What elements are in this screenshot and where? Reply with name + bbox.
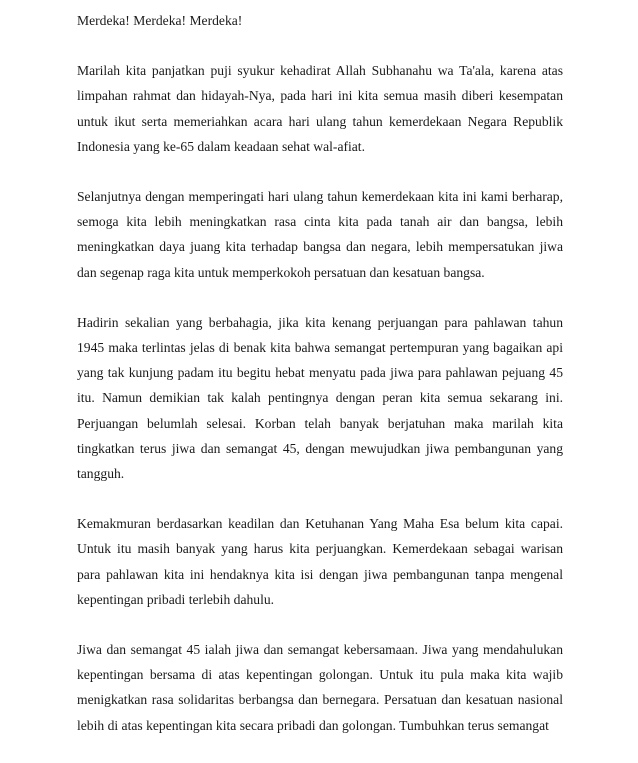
opening-line: Merdeka! Merdeka! Merdeka! bbox=[77, 13, 243, 28]
paragraph-4: Kemakmuran berdasarkan keadilan dan Ketuhanan Yang Maha Esa belum kita capai. Untuk itu masih banyak yang harus kita perjuangkan. Kemerdekaan sebagai warisan para pahlawan kita ini hendaknya kita isi dengan jiwa pembangunan tanpa mengenal kepentingan pribadi terlebih dahulu. bbox=[77, 516, 563, 607]
paragraph-5: Jiwa dan semangat 45 ialah jiwa dan semangat kebersamaan. Jiwa yang mendahulukan kepentingan bersama di atas kepentingan golongan. Untuk itu pula maka kita wajib menigkatkan rasa solidaritas berbangsa dan bernegara. Persatuan dan kesatuan nasional lebih di atas kepentingan kita secara pribadi dan golongan. Tumbuhkan terus semangat bbox=[77, 642, 563, 733]
document-body bbox=[77, 8, 563, 763]
paragraph-1: Marilah kita panjatkan puji syukur kehadirat Allah Subhanahu wa Ta'ala, karena atas limpahan rahmat dan hidayah-Nya, pada hari ini kita semua masih diberi kesempatan untuk ikut serta memeriahkan acara hari ulang tahun kemerdekaan Negara Republik Indonesia yang ke-65 dalam keadaan sehat wal-afiat. bbox=[77, 63, 563, 154]
paragraph-3: Hadirin sekalian yang berbahagia, jika kita kenang perjuangan para pahlawan tahun 1945 maka terlintas jelas di benak kita bahwa semangat pertempuran yang bagaikan api yang tak kunjung padam itu begitu hebat menyatu pada jiwa para pahlawan pejuang 45 itu. Namun demikian tak kalah pentingnya dengan peran kita semua sekarang ini. Perjuangan belumlah selesai. Korban telah banyak berjatuhan maka marilah kita tingkatkan terus jiwa dan semangat 45, dengan mewujudkan jiwa pembangunan yang tangguh. bbox=[77, 314, 563, 482]
paragraph-2: Selanjutnya dengan memperingati hari ulang tahun kemerdekaan kita ini kami berharap, semoga kita lebih meningkatkan rasa cinta kita pada tanah air dan bangsa, lebih meningkatkan daya juang kita terhadap bangsa dan negara, lebih mempersatukan jiwa dan segenap raga kita untuk memperkokoh persatuan dan kesatuan bangsa. bbox=[77, 189, 563, 280]
